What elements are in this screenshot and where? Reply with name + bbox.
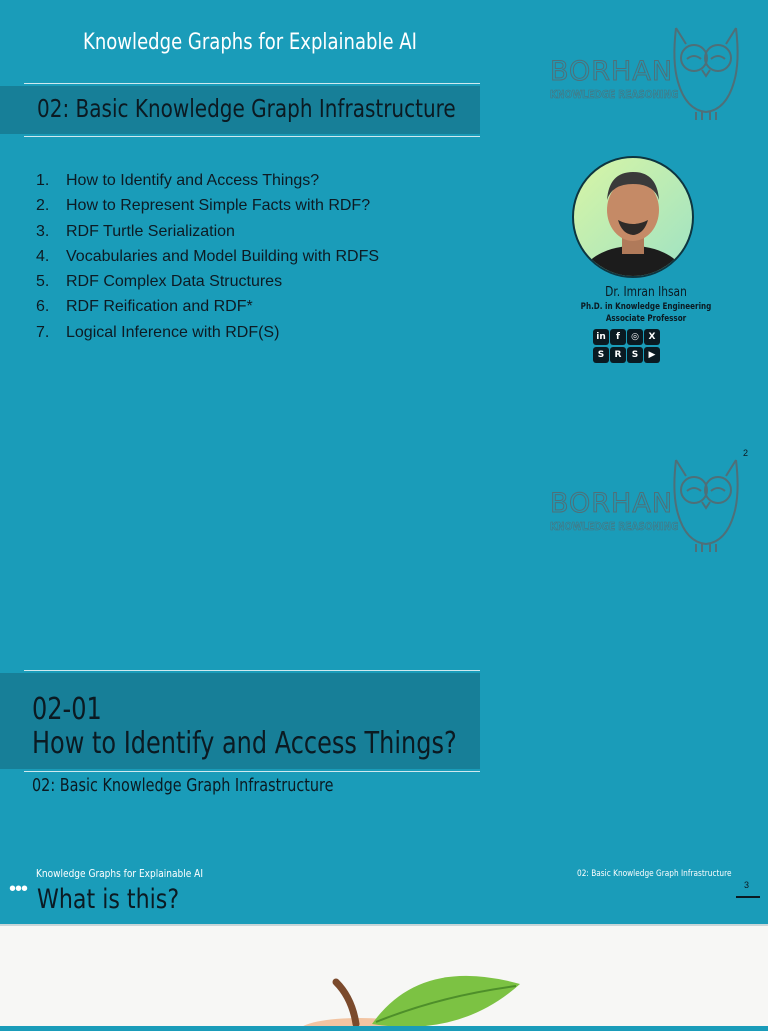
youtube-icon[interactable]: ▶: [644, 347, 660, 363]
borhan-logo: BORHAN KNOWLEDGE REASONING: [548, 454, 748, 564]
agenda-item: 1. How to Identify and Access Things?: [36, 172, 320, 189]
section-title: 02: Basic Knowledge Graph Infrastructure: [37, 94, 456, 123]
divider: [24, 83, 480, 84]
section-title: How to Identify and Access Things?: [32, 726, 457, 761]
slide-title: What is this?: [37, 884, 180, 915]
apple-leaf-image: [0, 926, 768, 1026]
instagram-icon[interactable]: ◎: [627, 329, 643, 345]
google-scholar-icon[interactable]: S: [593, 347, 609, 363]
section-number: 02-01: [32, 692, 102, 727]
agenda-list: [36, 168, 379, 345]
page-number: 2: [743, 448, 749, 458]
agenda-item: 6. RDF Reification and RDF*: [36, 298, 253, 316]
page-number-underline: [736, 896, 760, 898]
agenda-item: 2. How to Represent Simple Facts with RDF?: [36, 197, 371, 215]
linkedin-icon[interactable]: in: [593, 329, 609, 345]
footer-course-title: Knowledge Graphs for Explainable AI: [36, 867, 203, 880]
facebook-icon[interactable]: f: [610, 329, 626, 345]
divider: [24, 771, 480, 772]
section-subtitle: 02: Basic Knowledge Graph Infrastructure: [32, 775, 334, 796]
agenda-item: 3. RDF Turtle Serialization: [36, 222, 235, 240]
borhan-logo: BORHAN KNOWLEDGE REASONING: [548, 22, 748, 132]
skype-icon[interactable]: S: [627, 347, 643, 363]
footer-section-title: 02: Basic Knowledge Graph Infrastructure: [577, 869, 732, 879]
divider: [24, 670, 480, 671]
dots-icon: •••: [9, 878, 28, 900]
agenda-item: 5. RDF Complex Data Structures: [36, 273, 283, 291]
agenda-item: 4. Vocabularies and Model Building with RDFS: [36, 247, 380, 265]
page-number: 3: [744, 880, 750, 890]
owl-icon: [666, 454, 746, 554]
course-title: Knowledge Graphs for Explainable AI: [83, 30, 417, 55]
profile-degree: Ph.D. in Knowledge Engineering: [580, 302, 712, 312]
image-area: [0, 924, 768, 1026]
profile-name: Dr. Imran Ihsan: [605, 285, 687, 300]
divider: [24, 136, 480, 137]
owl-icon: [666, 22, 746, 122]
profile-avatar: [572, 156, 694, 278]
x-icon[interactable]: X: [644, 329, 660, 345]
profile-position: Associate Professor: [605, 314, 687, 324]
researchgate-icon[interactable]: R: [610, 347, 626, 363]
agenda-item: 7. Logical Inference with RDF(S): [36, 323, 280, 341]
social-links: [593, 329, 675, 365]
